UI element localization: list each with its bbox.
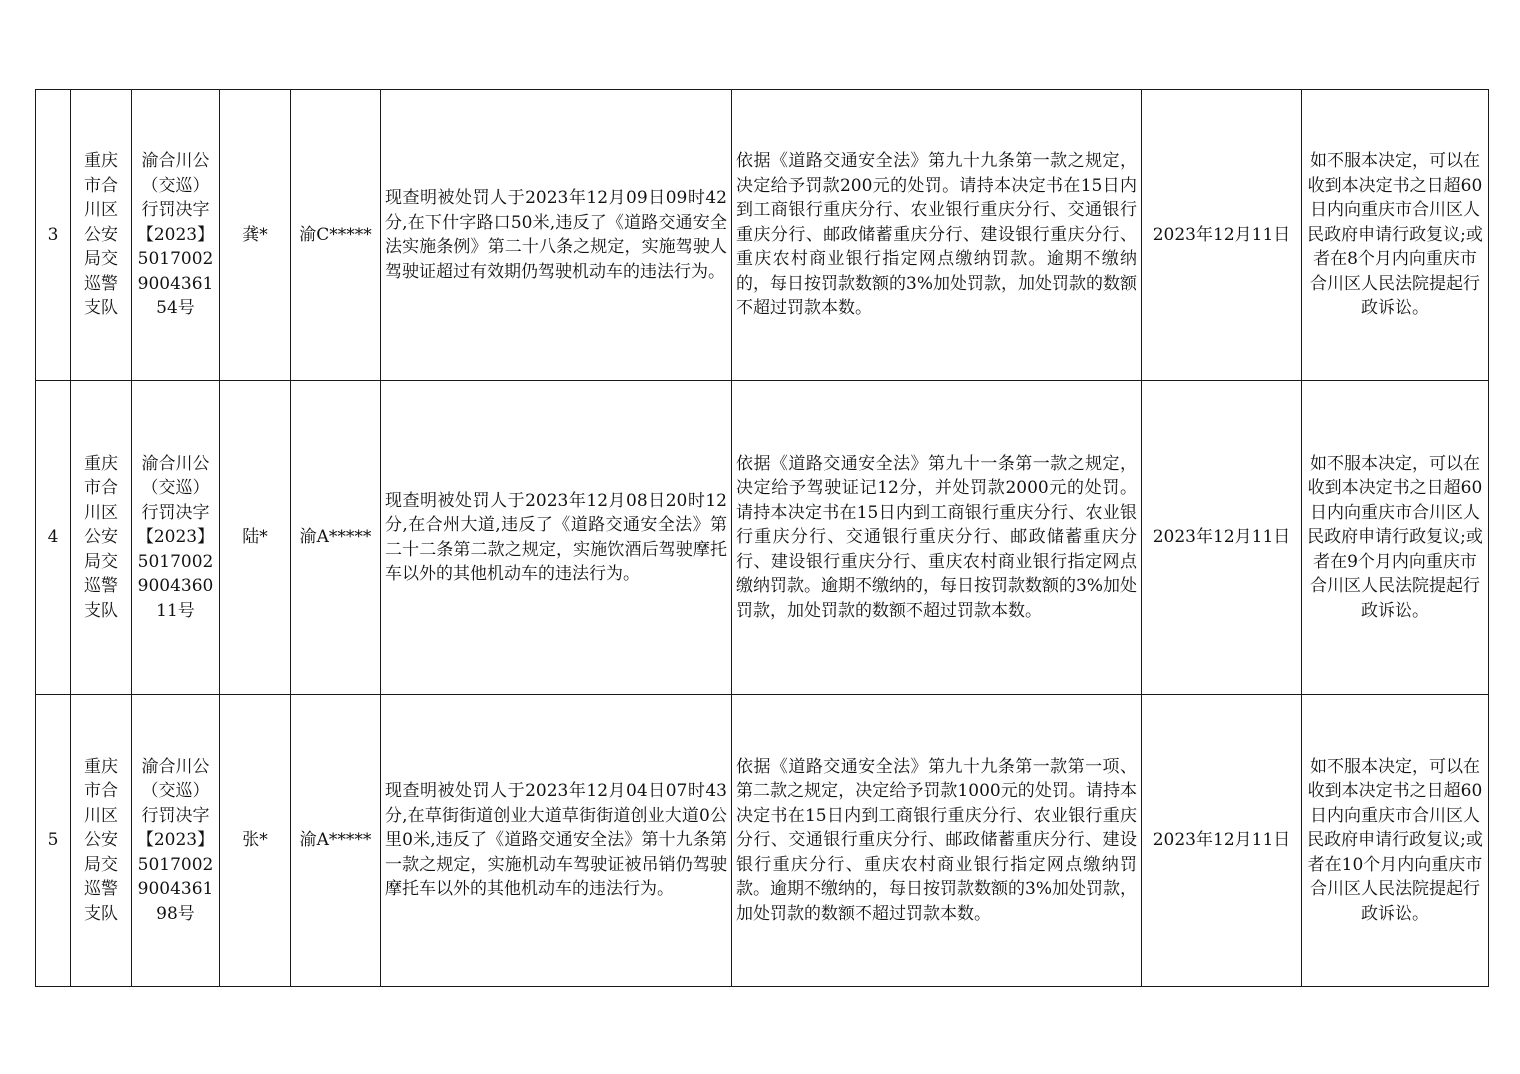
- plate-number-cell: 渝C*****: [291, 90, 381, 381]
- violation-facts-cell: 现查明被处罚人于2023年12月09日09时42分,在下什字路口50米,违反了《道路交通安全法实施条例》第二十八条之规定，实施驾驶人驾驶证超过有效期仍驾驶机动车的违法行为。: [381, 90, 732, 381]
- penalty-basis-cell: 依据《道路交通安全法》第九十一条第一款之规定，决定给予驾驶证记12分，并处罚款2000元的处罚。请持本决定书在15日内到工商银行重庆分行、农业银行重庆分行、交通银行重庆分行、邮政储蓄重庆分行、建设银行重庆分行、重庆农村商业银行指定网点缴纳罚款。逾期不缴纳的，每日按罚款数额的3%加处罚款，加处罚款的数额不超过罚款本数。: [732, 381, 1142, 695]
- table-row: [36, 90, 1489, 381]
- plate-number-cell: 渝A*****: [291, 381, 381, 695]
- party-name-cell: 张*: [220, 695, 291, 987]
- remedy-notice-cell: 如不服本决定，可以在收到本决定书之日超60日内向重庆市合川区人民政府申请行政复议;或者在8个月内向重庆市合川区人民法院提起行政诉讼。: [1302, 90, 1489, 381]
- row-seq-cell: 4: [36, 381, 71, 695]
- penalty-basis-cell: 依据《道路交通安全法》第九十九条第一款之规定，决定给予罚款200元的处罚。请持本决定书在15日内到工商银行重庆分行、农业银行重庆分行、交通银行重庆分行、邮政储蓄重庆分行、建设银行重庆分行、重庆农村商业银行指定网点缴纳罚款。逾期不缴纳的，每日按罚款数额的3%加处罚款，加处罚款的数额不超过罚款本数。: [732, 90, 1142, 381]
- party-name-cell: 龚*: [220, 90, 291, 381]
- penalty-records-table: [35, 89, 1489, 987]
- remedy-notice-cell: 如不服本决定，可以在收到本决定书之日超60日内向重庆市合川区人民政府申请行政复议;或者在10个月内向重庆市合川区人民法院提起行政诉讼。: [1302, 695, 1489, 987]
- penalty-basis-cell: 依据《道路交通安全法》第九十九条第一款第一项、第二款之规定，决定给予罚款1000元的处罚。请持本决定书在15日内到工商银行重庆分行、农业银行重庆分行、交通银行重庆分行、邮政储蓄重庆分行、建设银行重庆分行、重庆农村商业银行指定网点缴纳罚款。逾期不缴纳的，每日按罚款数额的3%加处罚款，加处罚款的数额不超过罚款本数。: [732, 695, 1142, 987]
- decision-number-cell: 渝合川公（交巡）行罚决字【2023】5017002900436154号: [132, 90, 220, 381]
- table-row: [36, 695, 1489, 987]
- violation-facts-cell: 现查明被处罚人于2023年12月04日07时43分,在草街街道创业大道草街街道创业大道0公里0米,违反了《道路交通安全法》第十九条第一款之规定，实施机动车驾驶证被吊销仍驾驶摩托车以外的其他机动车的违法行为。: [381, 695, 732, 987]
- party-name-cell: 陆*: [220, 381, 291, 695]
- row-seq-cell: 3: [36, 90, 71, 381]
- decision-date-cell: 2023年12月11日: [1142, 90, 1302, 381]
- agency-cell: 重庆市合川区公安局交巡警支队: [71, 90, 132, 381]
- agency-cell: 重庆市合川区公安局交巡警支队: [71, 381, 132, 695]
- plate-number-cell: 渝A*****: [291, 695, 381, 987]
- decision-number-cell: 渝合川公（交巡）行罚决字【2023】5017002900436198号: [132, 695, 220, 987]
- decision-date-cell: 2023年12月11日: [1142, 381, 1302, 695]
- row-seq-cell: 5: [36, 695, 71, 987]
- decision-date-cell: 2023年12月11日: [1142, 695, 1302, 987]
- remedy-notice-cell: 如不服本决定，可以在收到本决定书之日超60日内向重庆市合川区人民政府申请行政复议;或者在9个月内向重庆市合川区人民法院提起行政诉讼。: [1302, 381, 1489, 695]
- table-row: [36, 381, 1489, 695]
- decision-number-cell: 渝合川公（交巡）行罚决字【2023】5017002900436011号: [132, 381, 220, 695]
- agency-cell: 重庆市合川区公安局交巡警支队: [71, 695, 132, 987]
- violation-facts-cell: 现查明被处罚人于2023年12月08日20时12分,在合州大道,违反了《道路交通安全法》第二十二条第二款之规定，实施饮酒后驾驶摩托车以外的其他机动车的违法行为。: [381, 381, 732, 695]
